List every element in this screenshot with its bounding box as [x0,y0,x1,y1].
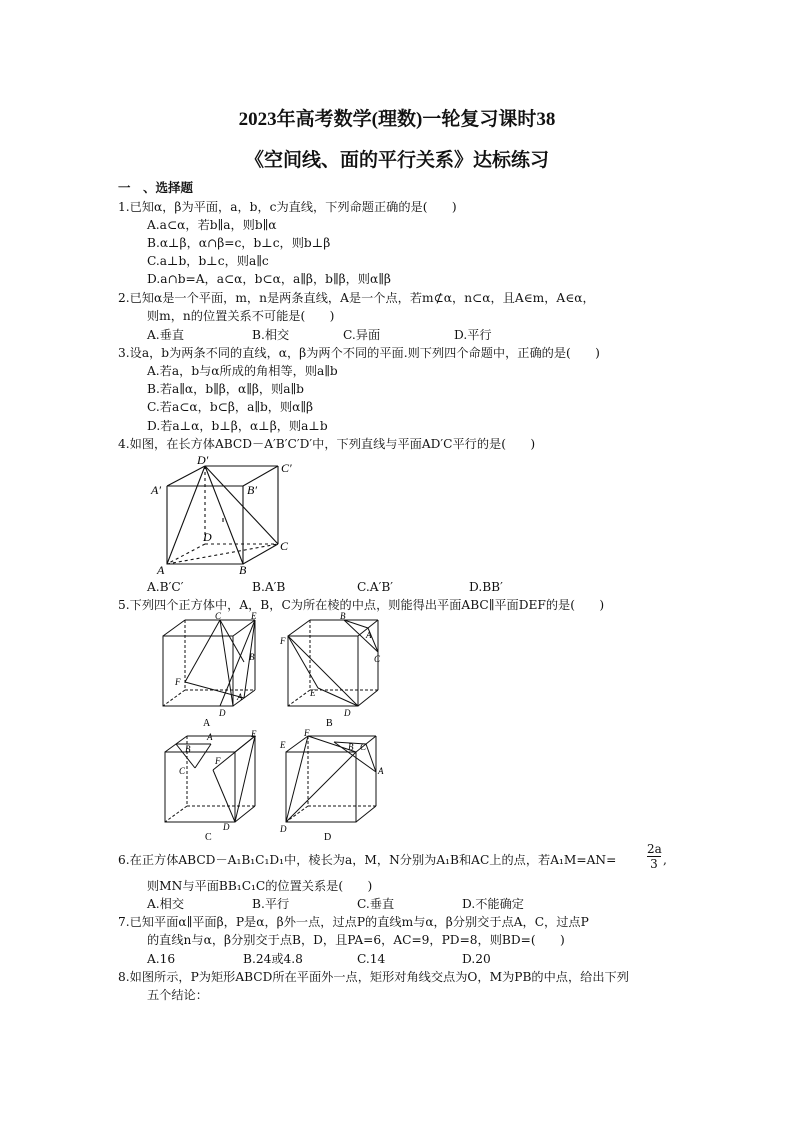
q4-label-c: C [280,539,289,553]
q3-option-a: A.若a，b与α所成的角相等，则a∥b [147,364,338,378]
q5a-label-c: C [215,612,222,621]
q5d-caption: D [324,832,332,843]
q8-stem-cont: 五个结论： [147,988,208,1002]
q4-label-bp: B′ [247,483,257,497]
q4-label-a: A [157,563,165,577]
q2-option-b: B.相交 [252,328,290,342]
q5b-label-f: F [280,636,286,646]
q3-option-b: B.若a∥α，b∥β，α∥β，则a∥b [147,382,304,396]
q7-option-d: D.20 [462,952,491,966]
q6-option-a: A.相交 [147,897,185,911]
q1-option-a: A.a⊂α，若b∥a，则b∥α [147,218,277,232]
q1-stem: 1.已知α，β为平面，a，b，c为直线，下列命题正确的是( ) [118,200,457,214]
q5d-label-a: A [378,766,384,776]
q5b-label-c: C [374,654,381,664]
q5d-label-c: C [360,742,367,752]
page-title: 2023年高考数学(理数)一轮复习课时38 [238,109,556,130]
q3-option-c: C.若a⊂α，b⊂β，a∥b，则α∥β [147,400,314,414]
q6-option-c: C.垂直 [357,897,395,911]
q5d-label-d: D [280,824,287,834]
q1-option-b: B.α⊥β，α∩β=c，b⊥c，则b⊥β [147,236,331,250]
q4-label-ap: A′ [151,483,161,497]
q5c-label-c: C [179,766,186,776]
q2-option-a: A.垂直 [147,328,185,342]
q4-label-d: D [203,530,212,544]
page-subtitle: 《空间线、面的平行关系》达标练习 [244,150,549,171]
q2-stem-cont: 则m，n的位置关系不可能是( ) [147,309,335,323]
q4-label-b: B [239,563,247,577]
q5a-label-a: A [237,692,243,702]
q6-stem [118,852,616,868]
q5-cube-d [276,728,386,843]
q2-stem: 2.已知α是一个平面，m，n是两条直线，A是一个点，若m⊄α，n⊂α，且A∈m，A∈α， [118,291,595,305]
q5c-caption: C [205,832,212,843]
q4-option-c: C.A′B′ [357,580,394,594]
q3-option-d: D.若a⊥α，b⊥β，α⊥β，则a⊥b [147,419,328,433]
q6-stem-post: , [663,853,667,867]
q6-stem-pre: 6.在正方体ABCD－A₁B₁C₁D₁中，棱长为a，M，N分别为A₁B和AC上的点，若A₁M=AN= [118,853,617,867]
q7-option-b: B.24或4.8 [243,952,303,966]
q7-option-a: A.16 [147,952,176,966]
q5b-label-b: B [340,612,346,621]
q5a-label-b: B [249,652,255,662]
q5a-label-d: D [219,708,226,718]
q3-stem: 3.设a，b为两条不同的直线，α，β为两个不同的平面.则下列四个命题中，正确的是( ) [118,346,600,360]
q2-option-c: C.异面 [343,328,381,342]
q7-option-c: C.14 [357,952,386,966]
q2-option-d: D.平行 [454,328,492,342]
q7-stem: 7.已知平面α∥平面β，P是α，β外一点，过点P的直线m与α，β分别交于点A，C，过点P [118,915,589,929]
q4-option-d: D.BB′ [469,580,503,594]
q5d-label-f: F [304,728,310,738]
q5d-label-e: E [280,740,286,750]
section-heading: 一 、选择题 [118,180,194,195]
q5b-caption: B [326,718,333,727]
q5b-label-a: A [366,630,372,640]
q8-stem: 8.如图所示，P为矩形ABCD所在平面外一点，矩形对角线交点为O，M为PB的中点，给出下列 [118,970,629,984]
q4-label-cp: C′ [281,461,292,475]
q5c-label-e: E [251,729,257,739]
q5d-label-b: B [348,742,354,752]
q5c-label-d: D [223,822,230,832]
q5a-caption: A [203,718,211,727]
q5a-label-f: F [175,677,181,687]
q6-fraction [647,842,661,871]
q1-option-c: C.a⊥b，b⊥c，则a∥c [147,254,269,268]
q5-stem: 5.下列四个正方体中，A，B，C为所在棱的中点，则能得出平面ABC∥平面DEF的是( ) [118,598,605,612]
q1-option-d: D.a∩b=A，a⊂α，b⊂α，a∥β，b∥β，则α∥β [147,272,391,286]
q6-fraction-num: 2a [647,842,662,856]
q5-cube-b [278,612,388,727]
q5-cube-c [155,728,265,843]
q5b-label-e: E [310,688,316,698]
q5c-label-a: A [207,732,213,742]
q4-option-a: A.B′C′ [147,580,184,594]
q6-stem-cont: 则MN与平面BB₁C₁C的位置关系是( ) [147,879,373,893]
q5c-label-f: F [215,756,221,766]
q7-stem-cont: 的直线n与α，β分别交于点B，D，且PA=6，AC=9，PD=8，则BD=( ) [147,933,565,947]
q4-option-b: B.A′B [252,580,286,594]
q5a-label-e: E [251,612,257,621]
q5c-label-b: B [185,744,191,754]
q6-option-b: B.平行 [252,897,290,911]
q6-fraction-den: 3 [650,857,658,871]
q6-option-d: D.不能确定 [462,897,524,911]
q5-cube-a [155,612,265,727]
q4-label-dp: D′ [197,453,209,467]
q5b-label-d: D [344,708,351,718]
q4-cuboid-figure [145,452,305,577]
q4-stem: 4.如图，在长方体ABCD－A′B′C′D′中，下列直线与平面AD′C平行的是( ) [118,437,536,451]
